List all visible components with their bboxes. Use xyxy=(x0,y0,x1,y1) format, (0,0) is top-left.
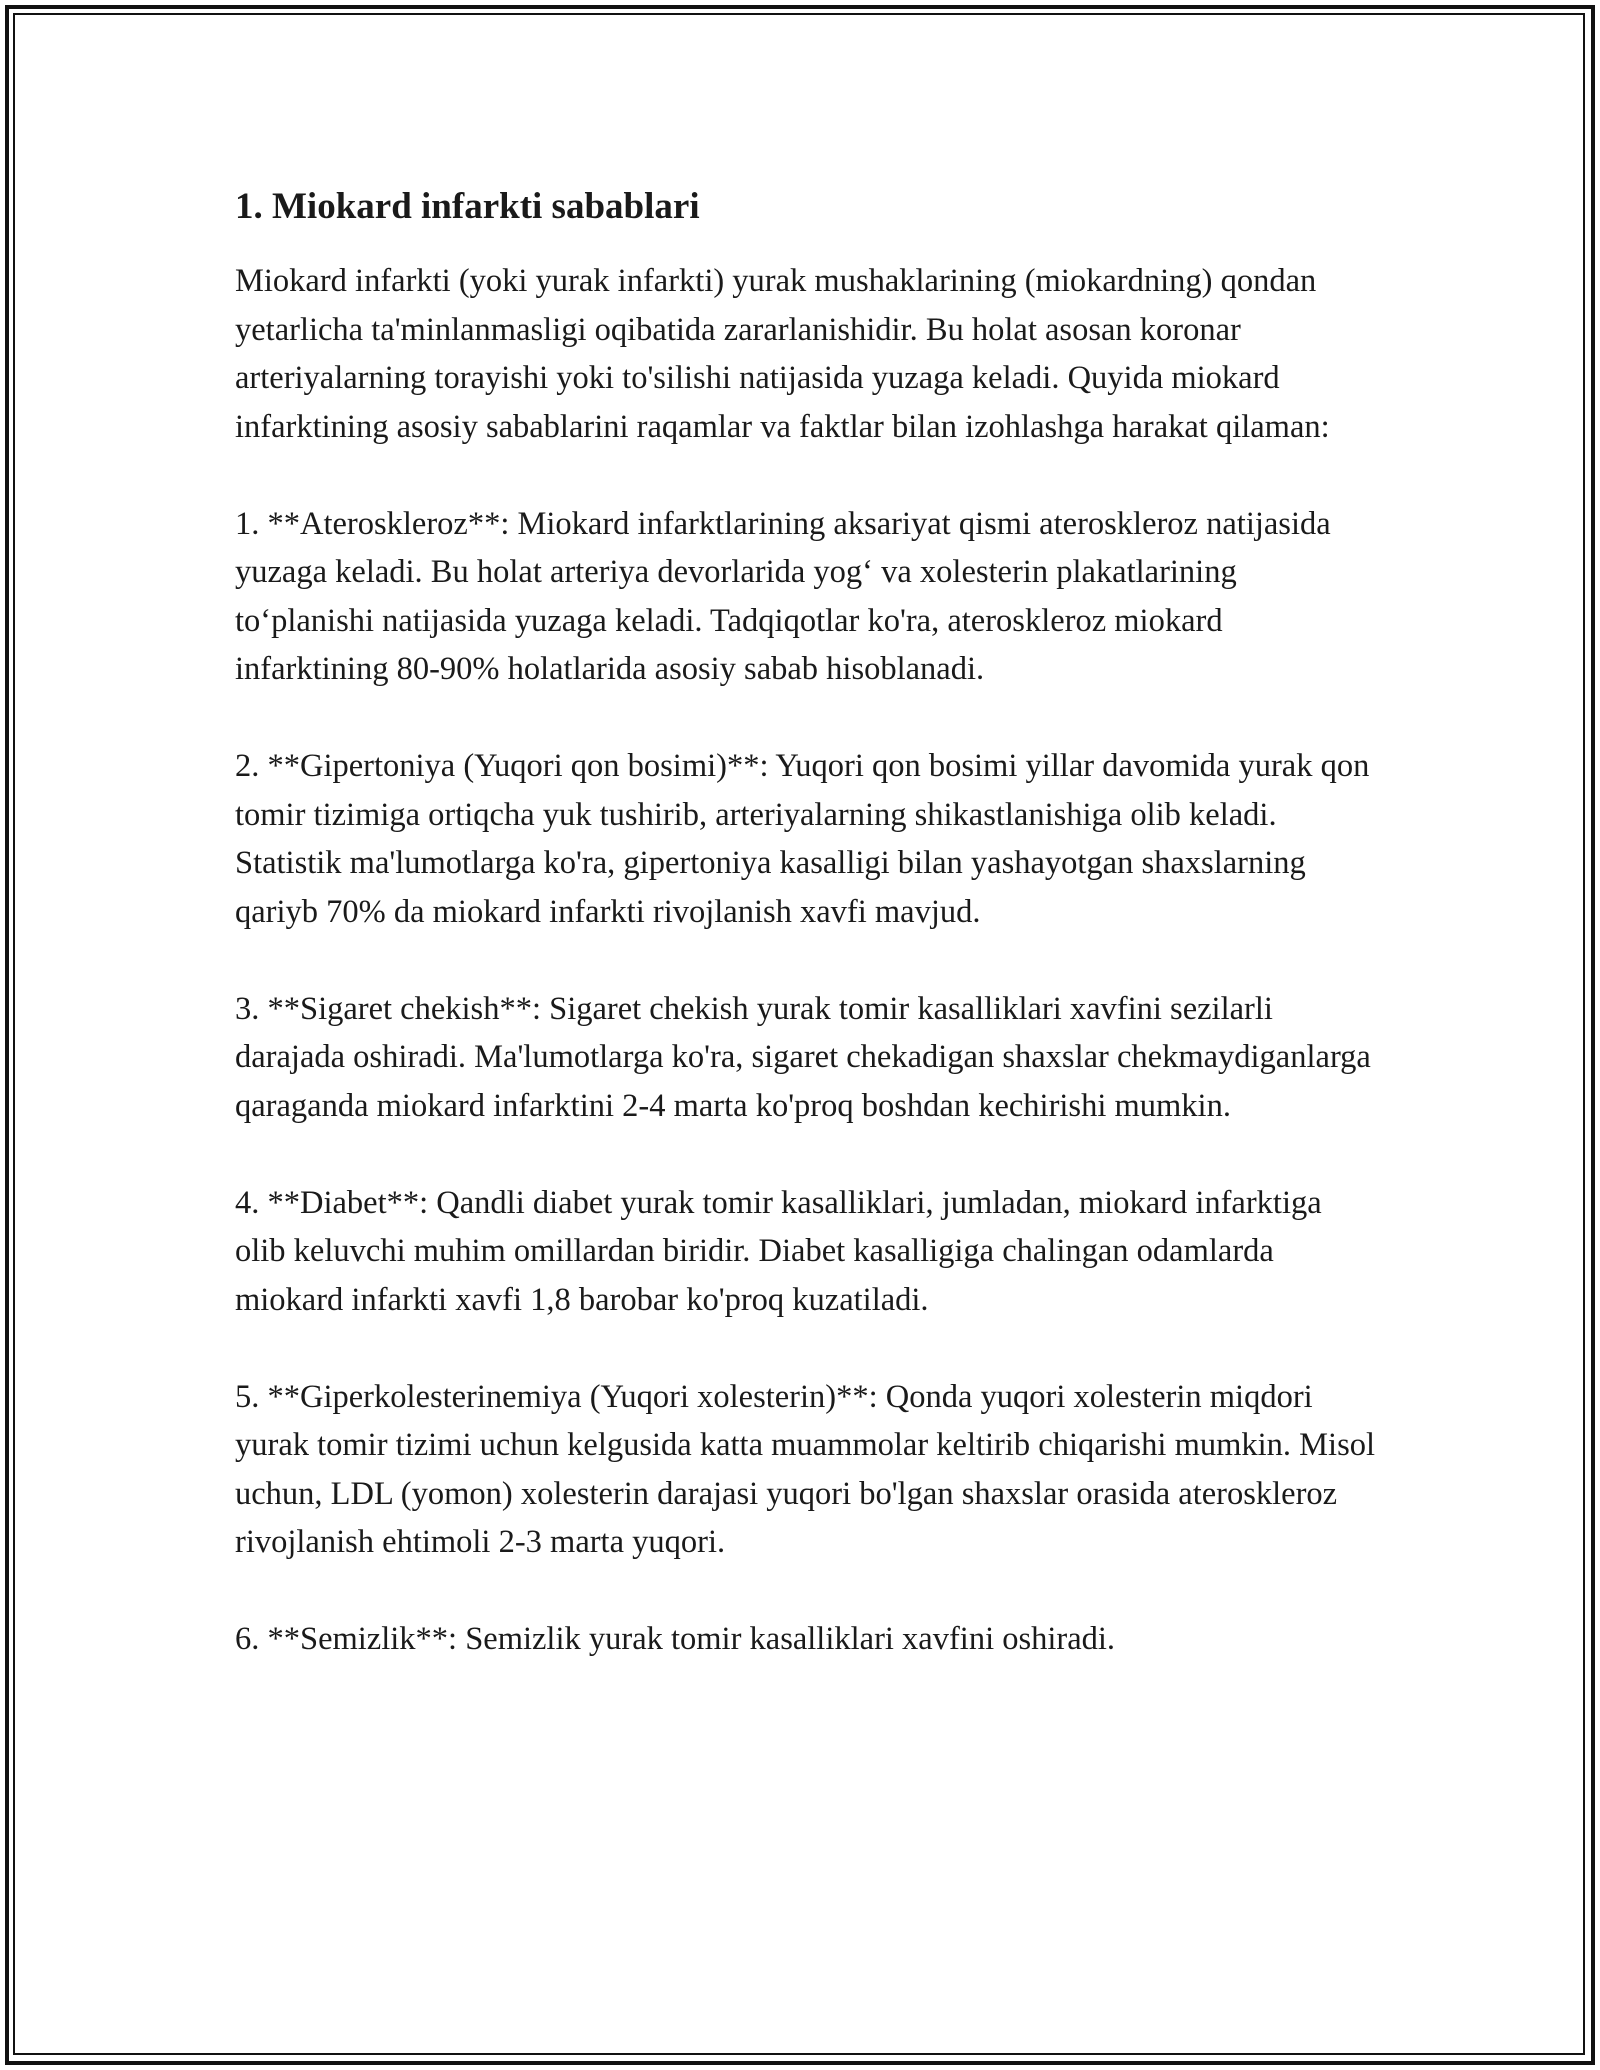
document-body xyxy=(235,185,1375,1712)
cause-smoking-paragraph: 3. **Sigaret chekish**: Sigaret chekish yurak tomir kasalliklari xavfini sezilarli darajada oshiradi. Ma'lumotlarga ko'ra, sigaret chekadigan shaxslar chekmaydiganlarga qaraganda miokard infarktini 2-4 marta ko'proq boshdan kechirishi mumkin. xyxy=(235,990,1371,1124)
cause-hypercholesterolemia-paragraph: 5. **Giperkolesterinemiya (Yuqori xolesterin)**: Qonda yuqori xolesterin miqdori yurak tomir tizimi uchun kelgusida katta muammolar keltirib chiqarishi mumkin. Misol uchun, LDL (yomon) xolesterin darajasi yuqori bo'lgan shaxslar orasida ateroskleroz rivojlanish ehtimoli 2-3 marta yuqori. xyxy=(235,1378,1376,1560)
cause-hypertension-paragraph: 2. **Gipertoniya (Yuqori qon bosimi)**: Yuqori qon bosimi yillar davomida yurak qon tomir tizimiga ortiqcha yuk tushirib, arteriyalarning shikastlanishiga olib keladi. Statistik ma'lumotlarga ko'ra, gipertoniya kasalligi bilan yashayotgan shaxslarning qariyb 70% da miokard infarkti rivojlanish xavfi mavjud. xyxy=(235,748,1370,930)
cause-diabetes-paragraph: 4. **Diabet**: Qandli diabet yurak tomir kasalliklari, jumladan, miokard infarktiga olib keluvchi muhim omillardan biridir. Diabet kasalligiga chalingan odamlarda miokard infarkti xavfi 1,8 barobar ko'proq kuzatiladi. xyxy=(235,1184,1322,1318)
cause-atherosclerosis-paragraph: 1. **Ateroskleroz**: Miokard infarktlarining aksariyat qismi ateroskleroz natijasida yuzaga keladi. Bu holat arteriya devorlarida yog‘ va xolesterin plakatlarining to‘planishi natijasida yuzaga keladi. Tadqiqotlar ko'ra, ateroskleroz miokard infarktining 80-90% holatlarida asosiy sabab hisoblanadi. xyxy=(235,505,1331,687)
document-title: 1. Miokard infarkti sabablari xyxy=(235,186,700,227)
cause-obesity-paragraph: 6. **Semizlik**: Semizlik yurak tomir kasalliklari xavfini oshiradi. xyxy=(235,1621,1116,1657)
intro-paragraph: Miokard infarkti (yoki yurak infarkti) yurak mushaklarining (miokardning) qondan yetarlicha ta'minlanmasligi oqibatida zararlanishidir. Bu holat asosan koronar arteriyalarning torayishi yoki to'silishi natijasida yuzaga keladi. Quyida miokard infarktining asosiy sabablarini raqamlar va faktlar bilan izohlashga harakat qilaman: xyxy=(235,263,1330,445)
